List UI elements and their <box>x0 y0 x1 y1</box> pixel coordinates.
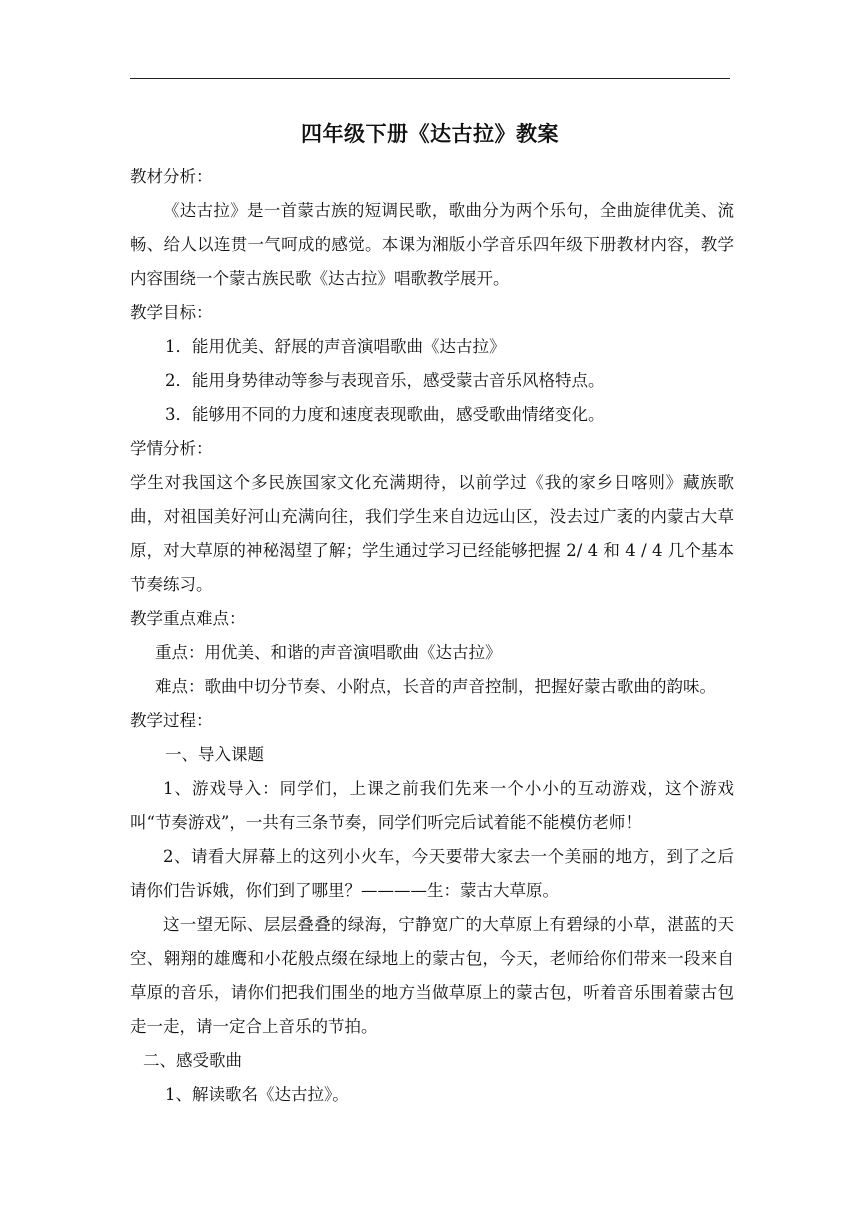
document-body <box>130 160 734 1112</box>
goal-item-2: 2．能用身势律动等参与表现音乐，感受蒙古音乐风格特点。 <box>165 371 605 390</box>
analysis-paragraph: 《达古拉》是一首蒙古族的短调民歌，歌曲分为两个乐句，全曲旋律优美、流畅、给人以连贯一气呵成的感觉。本课为湘版小学音乐四年级下册教材内容，教学内容围绕一个蒙古族民歌《达古拉》唱歌教学展开。 <box>130 201 734 288</box>
part2-paragraph-1: 1、解读歌名《达古拉》。 <box>165 1085 349 1104</box>
learner-heading: 学情分析： <box>130 439 213 458</box>
part1-paragraph-2: 2、请看大屏幕上的这列小火车，今天要带大家去一个美丽的地方，到了之后请你们告诉娥，你们到了哪里？————生：蒙古大草原。 <box>130 847 734 900</box>
process-heading: 教学过程： <box>130 711 213 730</box>
part1-paragraph-1: 1、游戏导入：同学们，上课之前我们先来一个小小的互动游戏，这个游戏叫“节奏游戏”，一共有三条节奏，同学们听完后试着能不能模仿老师！ <box>130 779 734 832</box>
analysis-heading: 教材分析： <box>130 167 213 186</box>
keypoints-heading: 教学重点难点： <box>130 609 246 628</box>
goal-item-1: 1．能用优美、舒展的声音演唱歌曲《达古拉》 <box>165 337 506 356</box>
learner-paragraph: 学生对我国这个多民族国家文化充满期待，以前学过《我的家乡日喀则》藏族歌曲，对祖国美好河山充满向往，我们学生来自边远山区，没去过广袤的内蒙古大草原，对大草原的神秘渴望了解；学生通过学习已经能够把握 2/ 4 和 4 / 4 几个基本节奏练习。 <box>130 473 734 594</box>
header-rule <box>130 78 730 79</box>
part2-heading: 二、感受歌曲 <box>143 1051 242 1070</box>
goals-heading: 教学目标： <box>130 303 213 322</box>
part1-heading: 一、导入课题 <box>165 745 264 764</box>
document-title: 四年级下册《达古拉》教案 <box>301 121 559 146</box>
keypoint-text: 重点：用优美、和谐的声音演唱歌曲《达古拉》 <box>155 643 502 662</box>
part1-paragraph-3: 这一望无际、层层叠叠的绿海，宁静宽广的大草原上有碧绿的小草，湛蓝的天空、翱翔的雄鹰和小花般点缀在绿地上的蒙古包，今天，老师给你们带来一段来自草原的音乐，请你们把我们围坐的地方当做草原上的蒙古包，听着音乐围着蒙古包走一走，请一定合上音乐的节拍。 <box>130 915 734 1036</box>
difficulty-text: 难点：歌曲中切分节奏、小附点，长音的声音控制，把握好蒙古歌曲的韵味。 <box>155 677 716 696</box>
goal-item-3: 3．能够用不同的力度和速度表现歌曲，感受歌曲情绪变化。 <box>165 405 605 424</box>
